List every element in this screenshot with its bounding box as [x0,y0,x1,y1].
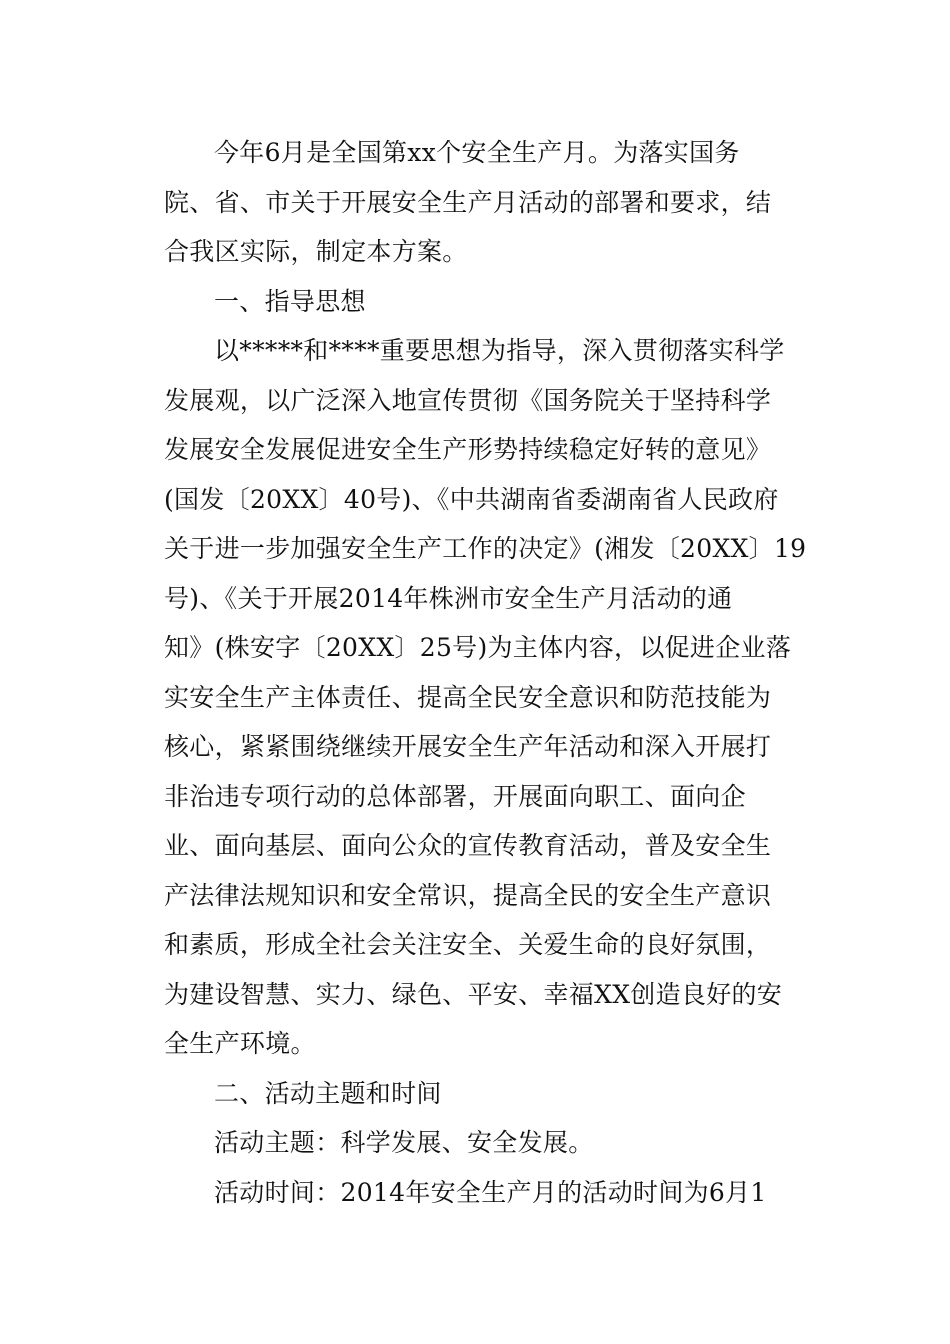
text-line: 产法律法规知识和安全常识，提高全民的安全生产意识 [164,880,772,910]
text-line: 为建设智慧、实力、绿色、平安、幸福XX创造良好的安 [164,979,783,1009]
text-line: 院、省、市关于开展安全生产月活动的部署和要求，结 [164,187,772,217]
text-line: 实安全生产主体责任、提高全民安全意识和防范技能为 [164,682,772,712]
text-line: 核心，紧紧围绕继续开展安全生产年活动和深入开展打 [164,732,772,761]
text-line: 号)、《关于开展2014年株洲市安全生产月活动的通 [164,583,733,613]
text-line: 活动主题：科学发展、安全发展。 [214,1128,594,1157]
text-line: 二、活动主题和时间 [214,1078,442,1108]
text-line: 知》(株安字〔20XX〕25号)为主体内容，以促进企业落 [164,633,792,662]
text-line: 以*****和****重要思想为指导，深入贯彻落实科学 [214,336,785,365]
text-line: (国发〔20XX〕40号)、《中共湖南省委湖南省人民政府 [164,484,779,514]
text-line: 合我区实际，制定本方案。 [164,237,468,266]
text-line: 非治违专项行动的总体部署，开展面向职工、面向企 [164,781,746,811]
text-line: 发展安全发展促进安全生产形势持续稳定好转的意见》 [164,435,772,464]
text-line: 业、面向基层、面向公众的宣传教育活动，普及安全生 [164,831,772,860]
text-line: 发展观，以广泛深入地宣传贯彻《国务院关于坚持科学 [164,385,772,415]
text-line: 和素质，形成全社会关注安全、关爱生命的良好氛围， [164,930,772,959]
text-line: 关于进一步加强安全生产工作的决定》(湘发〔20XX〕19 [164,534,807,563]
text-line: 一、指导思想 [214,286,366,316]
text-line: 今年6月是全国第xx个安全生产月。为落实国务 [214,138,740,167]
document-body [164,128,807,1217]
text-line: 活动时间：2014年安全生产月的活动时间为6月1 [214,1177,767,1207]
text-line: 全生产环境。 [164,1029,316,1058]
